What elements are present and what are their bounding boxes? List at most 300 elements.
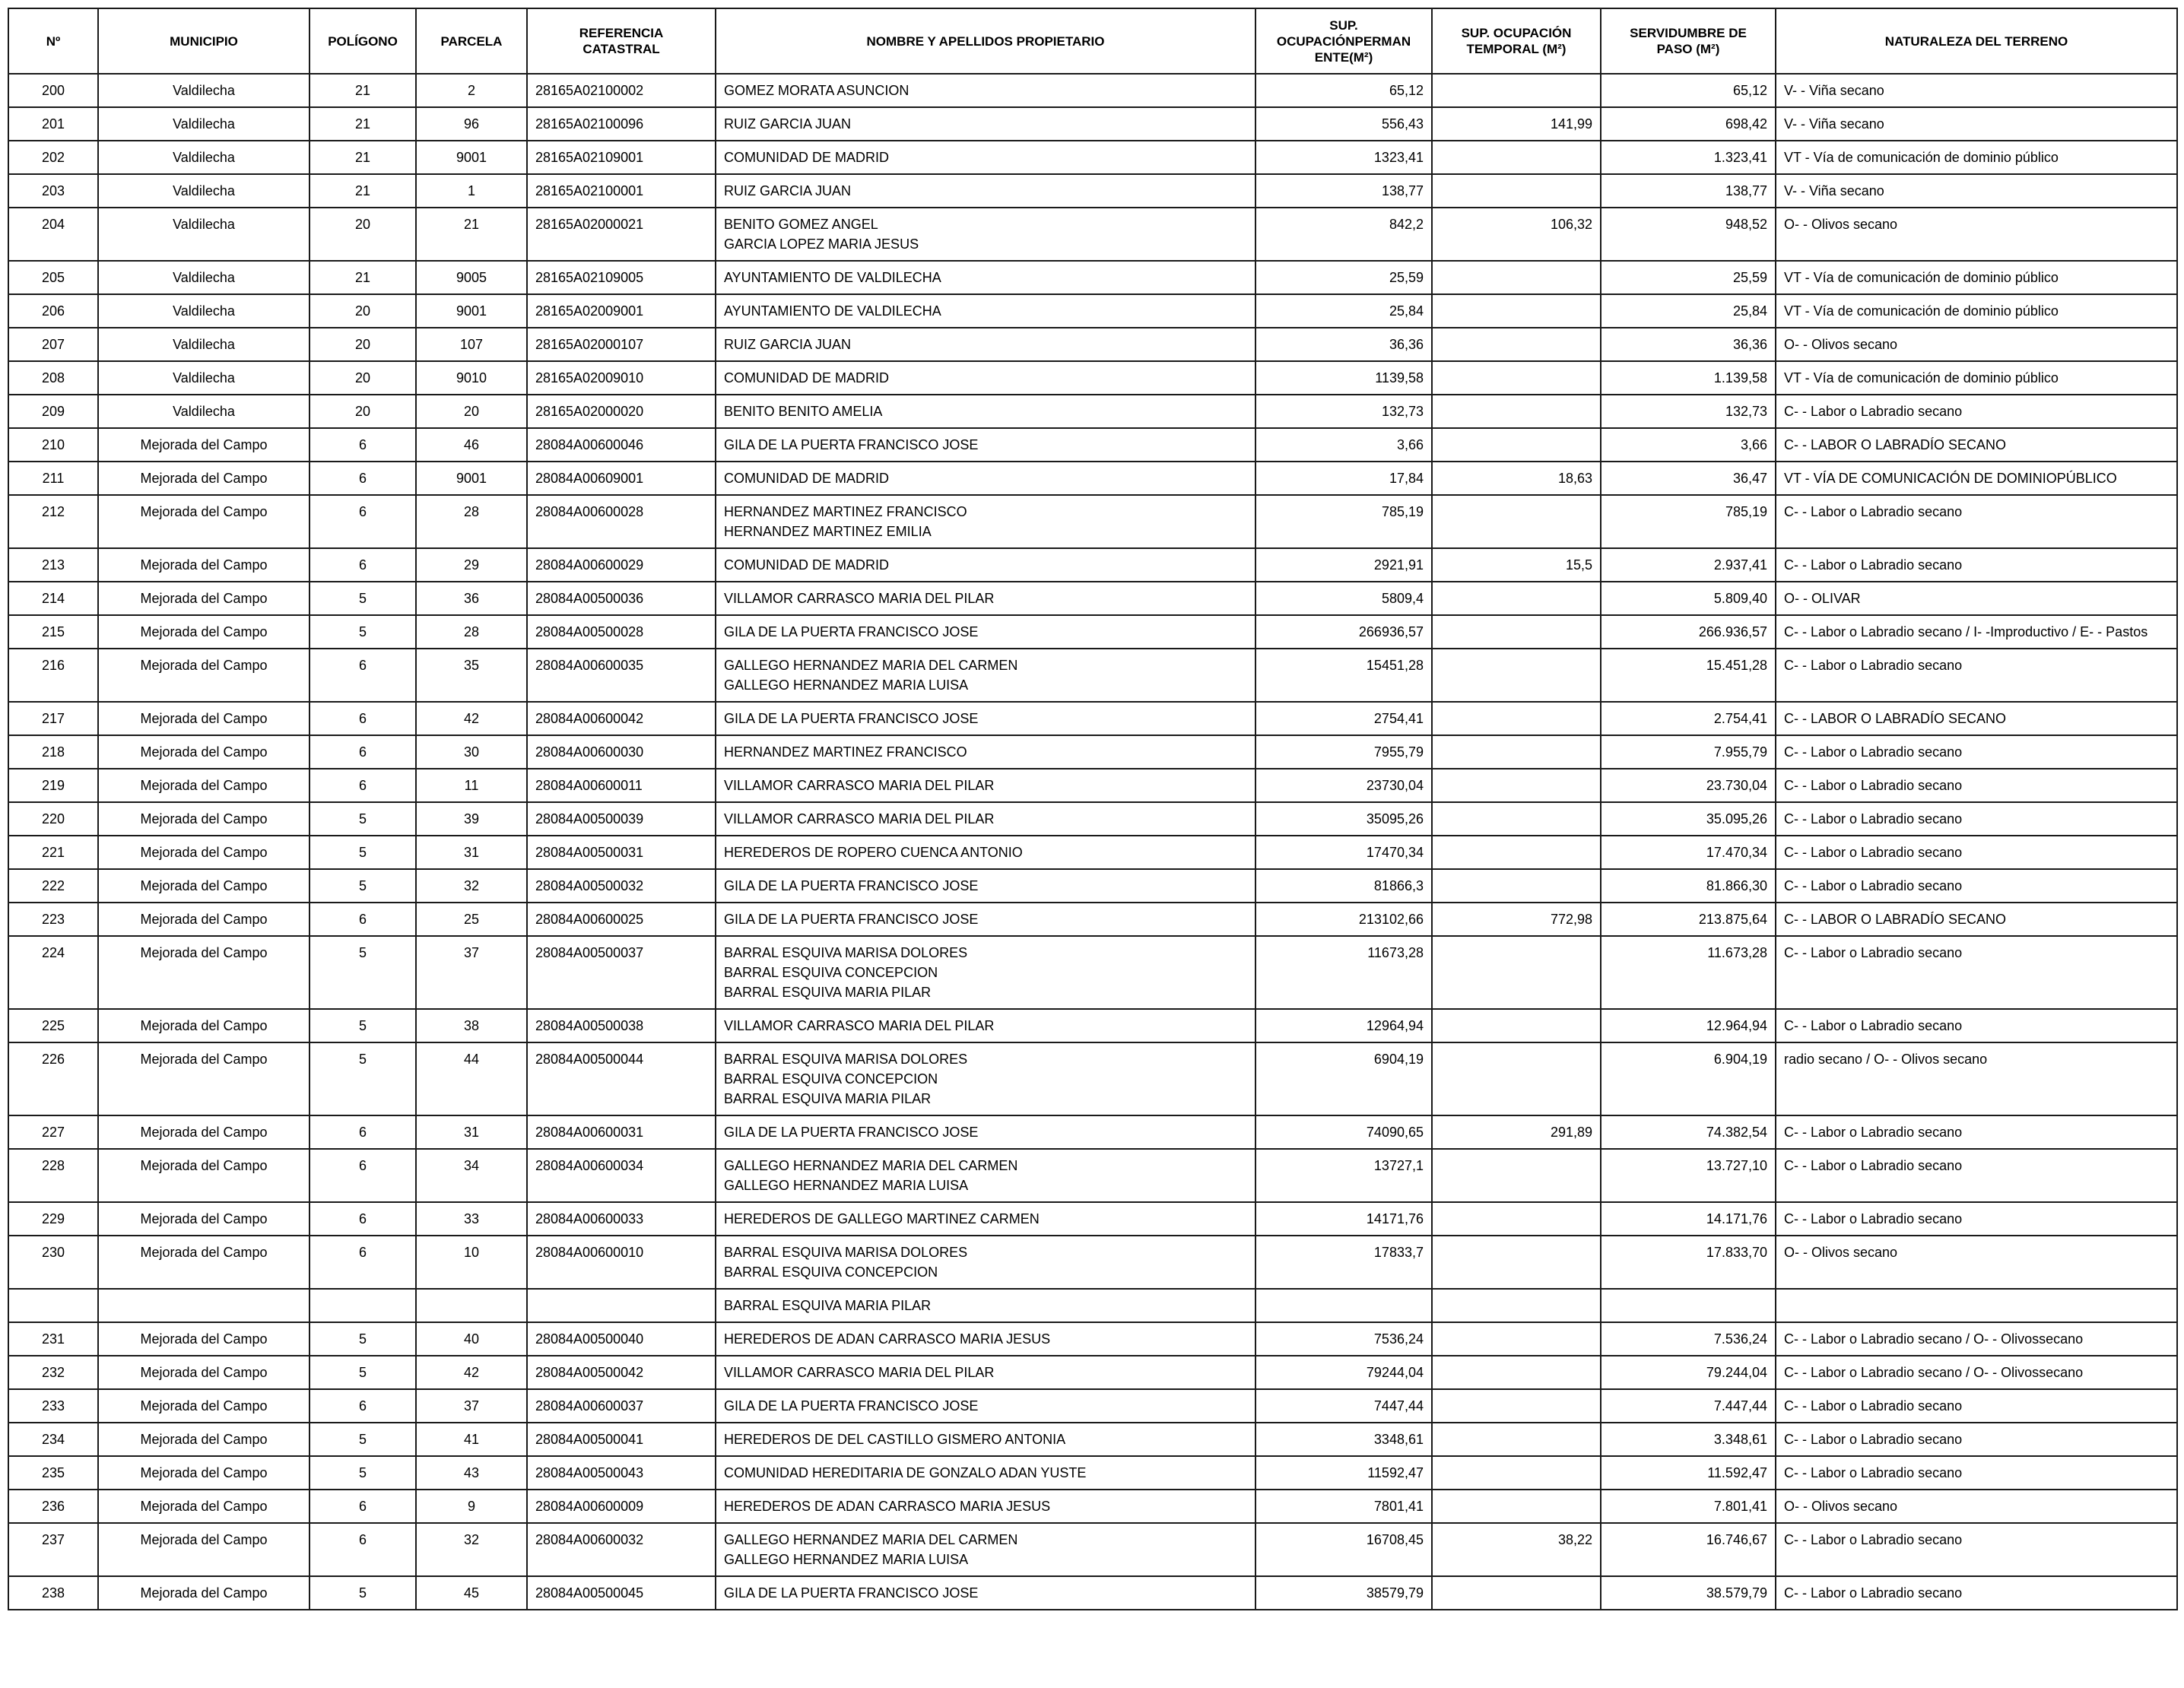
cell-municipio: Mejorada del Campo — [98, 735, 310, 769]
table-row — [8, 649, 2177, 702]
cell-sup_temp — [1432, 1423, 1601, 1456]
cell-sup_perm: 11592,47 — [1255, 1456, 1432, 1490]
cell-referencia: 28165A02100096 — [527, 107, 716, 141]
cell-municipio: Mejorada del Campo — [98, 936, 310, 1009]
cell-poligono: 6 — [310, 1236, 416, 1289]
cell-referencia: 28084A00600010 — [527, 1236, 716, 1289]
column-header-referencia: REFERENCIA CATASTRAL — [527, 8, 716, 74]
cell-naturaleza: C- - Labor o Labradio secano — [1776, 1389, 2177, 1423]
cell-parcela: 35 — [416, 649, 527, 702]
cell-servidumbre: 3,66 — [1601, 428, 1776, 462]
cell-naturaleza: C- - Labor o Labradio secano — [1776, 735, 2177, 769]
cell-servidumbre: 74.382,54 — [1601, 1115, 1776, 1149]
cell-parcela: 21 — [416, 208, 527, 261]
table-row — [8, 174, 2177, 208]
cell-referencia: 28084A00500045 — [527, 1576, 716, 1610]
cell-naturaleza: C- - Labor o Labradio secano / O- - Olivossecano — [1776, 1322, 2177, 1356]
cell-referencia: 28084A00600031 — [527, 1115, 716, 1149]
column-header-naturaleza: NATURALEZA DEL TERRENO — [1776, 8, 2177, 74]
cell-naturaleza: C- - Labor o Labradio secano — [1776, 836, 2177, 869]
cell-parcela: 1 — [416, 174, 527, 208]
cell-num: 214 — [8, 582, 98, 615]
cell-propietario: BARRAL ESQUIVA MARISA DOLORES BARRAL ESQUIVA CONCEPCION — [716, 1236, 1255, 1289]
cell-parcela: 44 — [416, 1042, 527, 1115]
cell-servidumbre: 698,42 — [1601, 107, 1776, 141]
cell-parcela: 28 — [416, 615, 527, 649]
cell-parcela: 9005 — [416, 261, 527, 294]
cell-parcela: 42 — [416, 702, 527, 735]
table-row — [8, 361, 2177, 395]
cell-municipio: Mejorada del Campo — [98, 1389, 310, 1423]
cell-servidumbre: 1.139,58 — [1601, 361, 1776, 395]
table-row — [8, 1423, 2177, 1456]
cell-municipio: Mejorada del Campo — [98, 1202, 310, 1236]
cell-num: 232 — [8, 1356, 98, 1389]
cell-sup_perm: 74090,65 — [1255, 1115, 1432, 1149]
cell-poligono: 5 — [310, 1042, 416, 1115]
cell-naturaleza: VT - Vía de comunicación de dominio público — [1776, 261, 2177, 294]
cell-referencia: 28084A00500036 — [527, 582, 716, 615]
table-header — [8, 8, 2177, 74]
cell-parcela: 43 — [416, 1456, 527, 1490]
cell-poligono: 6 — [310, 735, 416, 769]
cell-propietario: BARRAL ESQUIVA MARIA PILAR — [716, 1289, 1255, 1322]
cell-sup_perm: 17470,34 — [1255, 836, 1432, 869]
cell-municipio: Mejorada del Campo — [98, 615, 310, 649]
cell-referencia: 28165A02109005 — [527, 261, 716, 294]
table-row — [8, 702, 2177, 735]
cell-sup_perm: 266936,57 — [1255, 615, 1432, 649]
cell-propietario: COMUNIDAD HEREDITARIA DE GONZALO ADAN YUSTE — [716, 1456, 1255, 1490]
cell-sup_perm: 25,59 — [1255, 261, 1432, 294]
cell-servidumbre — [1601, 1289, 1776, 1322]
cell-poligono: 6 — [310, 1202, 416, 1236]
cell-servidumbre: 2.937,41 — [1601, 548, 1776, 582]
cell-num: 222 — [8, 869, 98, 903]
cell-naturaleza: C- - Labor o Labradio secano — [1776, 1456, 2177, 1490]
cell-municipio: Valdilecha — [98, 74, 310, 107]
cell-poligono: 5 — [310, 1009, 416, 1042]
cell-propietario: GILA DE LA PUERTA FRANCISCO JOSE — [716, 702, 1255, 735]
cell-sup_perm: 65,12 — [1255, 74, 1432, 107]
table-row — [8, 294, 2177, 328]
table-row — [8, 802, 2177, 836]
cell-municipio — [98, 1289, 310, 1322]
cell-parcela: 9 — [416, 1490, 527, 1523]
cell-parcela: 29 — [416, 548, 527, 582]
cell-poligono: 21 — [310, 107, 416, 141]
cell-naturaleza: C- - Labor o Labradio secano — [1776, 1009, 2177, 1042]
column-header-parcela: PARCELA — [416, 8, 527, 74]
cell-propietario: GILA DE LA PUERTA FRANCISCO JOSE — [716, 1389, 1255, 1423]
table-row — [8, 261, 2177, 294]
cell-sup_perm: 5809,4 — [1255, 582, 1432, 615]
cell-referencia: 28084A00600034 — [527, 1149, 716, 1202]
cell-municipio: Mejorada del Campo — [98, 1423, 310, 1456]
cell-sup_temp — [1432, 1236, 1601, 1289]
cell-parcela: 9001 — [416, 462, 527, 495]
table-row — [8, 1322, 2177, 1356]
cell-poligono: 5 — [310, 836, 416, 869]
cell-propietario: GALLEGO HERNANDEZ MARIA DEL CARMEN GALLEGO HERNANDEZ MARIA LUISA — [716, 1523, 1255, 1576]
cell-num: 202 — [8, 141, 98, 174]
cell-naturaleza: O- - Olivos secano — [1776, 1490, 2177, 1523]
cell-naturaleza: C- - Labor o Labradio secano — [1776, 1202, 2177, 1236]
cell-num: 223 — [8, 903, 98, 936]
cell-referencia: 28084A00500040 — [527, 1322, 716, 1356]
cell-sup_perm: 7447,44 — [1255, 1389, 1432, 1423]
cell-propietario: HERNANDEZ MARTINEZ FRANCISCO HERNANDEZ MARTINEZ EMILIA — [716, 495, 1255, 548]
cell-num: 227 — [8, 1115, 98, 1149]
cell-num: 228 — [8, 1149, 98, 1202]
cell-naturaleza: C- - Labor o Labradio secano — [1776, 649, 2177, 702]
cell-num: 212 — [8, 495, 98, 548]
cell-num: 205 — [8, 261, 98, 294]
cell-propietario: VILLAMOR CARRASCO MARIA DEL PILAR — [716, 1356, 1255, 1389]
cell-num: 215 — [8, 615, 98, 649]
cell-referencia: 28084A00600030 — [527, 735, 716, 769]
cell-referencia: 28084A00600011 — [527, 769, 716, 802]
cell-referencia: 28084A00500044 — [527, 1042, 716, 1115]
cell-naturaleza: C- - Labor o Labradio secano — [1776, 1523, 2177, 1576]
cell-sup_temp — [1432, 1149, 1601, 1202]
cell-servidumbre: 12.964,94 — [1601, 1009, 1776, 1042]
cell-municipio: Mejorada del Campo — [98, 802, 310, 836]
cell-poligono: 6 — [310, 702, 416, 735]
cell-propietario: VILLAMOR CARRASCO MARIA DEL PILAR — [716, 1009, 1255, 1042]
cell-servidumbre: 7.955,79 — [1601, 735, 1776, 769]
cell-parcela — [416, 1289, 527, 1322]
cell-propietario: GILA DE LA PUERTA FRANCISCO JOSE — [716, 903, 1255, 936]
cell-num: 204 — [8, 208, 98, 261]
cell-propietario: AYUNTAMIENTO DE VALDILECHA — [716, 261, 1255, 294]
column-header-municipio: MUNICIPIO — [98, 8, 310, 74]
cell-propietario: GILA DE LA PUERTA FRANCISCO JOSE — [716, 869, 1255, 903]
cell-propietario: HEREDEROS DE ADAN CARRASCO MARIA JESUS — [716, 1322, 1255, 1356]
cell-municipio: Mejorada del Campo — [98, 548, 310, 582]
cell-referencia — [527, 1289, 716, 1322]
cell-servidumbre: 17.470,34 — [1601, 836, 1776, 869]
cell-num: 234 — [8, 1423, 98, 1456]
cell-num: 231 — [8, 1322, 98, 1356]
table-row — [8, 1202, 2177, 1236]
cell-sup_temp — [1432, 802, 1601, 836]
cell-propietario: COMUNIDAD DE MADRID — [716, 141, 1255, 174]
cell-referencia: 28084A00500039 — [527, 802, 716, 836]
cell-num: 210 — [8, 428, 98, 462]
cell-parcela: 34 — [416, 1149, 527, 1202]
cell-sup_temp — [1432, 395, 1601, 428]
cell-sup_perm: 35095,26 — [1255, 802, 1432, 836]
cell-servidumbre: 138,77 — [1601, 174, 1776, 208]
cell-parcela: 32 — [416, 869, 527, 903]
cell-naturaleza: C- - Labor o Labradio secano — [1776, 395, 2177, 428]
cell-parcela: 37 — [416, 936, 527, 1009]
cell-parcela: 31 — [416, 1115, 527, 1149]
cell-municipio: Valdilecha — [98, 208, 310, 261]
cell-sup_perm: 17833,7 — [1255, 1236, 1432, 1289]
table-row — [8, 1289, 2177, 1322]
cell-poligono: 5 — [310, 936, 416, 1009]
table-row — [8, 548, 2177, 582]
cell-sup_temp — [1432, 361, 1601, 395]
cell-parcela: 30 — [416, 735, 527, 769]
cell-poligono: 6 — [310, 1523, 416, 1576]
cell-sup_perm: 38579,79 — [1255, 1576, 1432, 1610]
cell-poligono: 5 — [310, 1356, 416, 1389]
cell-parcela: 9001 — [416, 141, 527, 174]
cell-referencia: 28165A02009010 — [527, 361, 716, 395]
cell-sup_temp: 106,32 — [1432, 208, 1601, 261]
cell-num: 213 — [8, 548, 98, 582]
column-header-servidumbre: SERVIDUMBRE DE PASO (M²) — [1601, 8, 1776, 74]
cell-referencia: 28084A00600037 — [527, 1389, 716, 1423]
table-row — [8, 462, 2177, 495]
cell-poligono: 5 — [310, 615, 416, 649]
cell-propietario: GILA DE LA PUERTA FRANCISCO JOSE — [716, 1115, 1255, 1149]
cell-propietario: HEREDEROS DE ROPERO CUENCA ANTONIO — [716, 836, 1255, 869]
cell-propietario: VILLAMOR CARRASCO MARIA DEL PILAR — [716, 582, 1255, 615]
table-row — [8, 1456, 2177, 1490]
cell-referencia: 28165A02000020 — [527, 395, 716, 428]
cell-sup_temp — [1432, 74, 1601, 107]
cell-sup_perm: 81866,3 — [1255, 869, 1432, 903]
cell-servidumbre: 16.746,67 — [1601, 1523, 1776, 1576]
cell-parcela: 37 — [416, 1389, 527, 1423]
cell-num: 211 — [8, 462, 98, 495]
table-row — [8, 1149, 2177, 1202]
cell-poligono: 5 — [310, 1576, 416, 1610]
cell-sup_perm: 7955,79 — [1255, 735, 1432, 769]
cell-num: 203 — [8, 174, 98, 208]
cell-naturaleza: C- - Labor o Labradio secano — [1776, 1115, 2177, 1149]
cell-referencia: 28084A00600029 — [527, 548, 716, 582]
cell-sup_temp — [1432, 869, 1601, 903]
cell-referencia: 28084A00600009 — [527, 1490, 716, 1523]
cell-num: 235 — [8, 1456, 98, 1490]
cell-sup_perm: 36,36 — [1255, 328, 1432, 361]
cell-propietario: HEREDEROS DE DEL CASTILLO GISMERO ANTONIA — [716, 1423, 1255, 1456]
cell-sup_temp — [1432, 649, 1601, 702]
cell-municipio: Mejorada del Campo — [98, 582, 310, 615]
cell-parcela: 36 — [416, 582, 527, 615]
cell-naturaleza: O- - Olivos secano — [1776, 328, 2177, 361]
cell-sup_temp — [1432, 141, 1601, 174]
cell-sup_temp — [1432, 1202, 1601, 1236]
cell-poligono: 6 — [310, 1115, 416, 1149]
cell-naturaleza: O- - Olivos secano — [1776, 208, 2177, 261]
cell-sup_temp — [1432, 1289, 1601, 1322]
cell-servidumbre: 7.801,41 — [1601, 1490, 1776, 1523]
cell-referencia: 28084A00500037 — [527, 936, 716, 1009]
cell-poligono: 21 — [310, 261, 416, 294]
cell-sup_perm: 17,84 — [1255, 462, 1432, 495]
cell-sup_temp: 141,99 — [1432, 107, 1601, 141]
cell-sup_temp — [1432, 495, 1601, 548]
cell-servidumbre: 7.447,44 — [1601, 1389, 1776, 1423]
cell-sup_temp: 772,98 — [1432, 903, 1601, 936]
cell-sup_perm: 11673,28 — [1255, 936, 1432, 1009]
cell-referencia: 28084A00600033 — [527, 1202, 716, 1236]
cell-naturaleza: VT - Vía de comunicación de dominio público — [1776, 294, 2177, 328]
cell-propietario: GILA DE LA PUERTA FRANCISCO JOSE — [716, 1576, 1255, 1610]
cell-municipio: Mejorada del Campo — [98, 1456, 310, 1490]
cell-servidumbre: 5.809,40 — [1601, 582, 1776, 615]
cell-poligono: 21 — [310, 141, 416, 174]
cell-poligono: 20 — [310, 395, 416, 428]
cell-propietario: GILA DE LA PUERTA FRANCISCO JOSE — [716, 428, 1255, 462]
cell-referencia: 28165A02100001 — [527, 174, 716, 208]
cell-servidumbre: 15.451,28 — [1601, 649, 1776, 702]
cell-municipio: Valdilecha — [98, 395, 310, 428]
cell-propietario: HEREDEROS DE GALLEGO MARTINEZ CARMEN — [716, 1202, 1255, 1236]
cell-propietario: RUIZ GARCIA JUAN — [716, 328, 1255, 361]
cell-parcela: 11 — [416, 769, 527, 802]
cell-servidumbre: 13.727,10 — [1601, 1149, 1776, 1202]
cell-parcela: 25 — [416, 903, 527, 936]
cell-propietario: GILA DE LA PUERTA FRANCISCO JOSE — [716, 615, 1255, 649]
cell-servidumbre: 25,59 — [1601, 261, 1776, 294]
cell-propietario: HERNANDEZ MARTINEZ FRANCISCO — [716, 735, 1255, 769]
cell-propietario: RUIZ GARCIA JUAN — [716, 107, 1255, 141]
cell-sup_temp — [1432, 769, 1601, 802]
cell-num: 220 — [8, 802, 98, 836]
cell-sup_temp — [1432, 582, 1601, 615]
cell-referencia: 28084A00500041 — [527, 1423, 716, 1456]
table-row — [8, 869, 2177, 903]
table-row — [8, 836, 2177, 869]
cell-municipio: Mejorada del Campo — [98, 903, 310, 936]
table-row — [8, 1490, 2177, 1523]
cell-parcela: 40 — [416, 1322, 527, 1356]
table-row — [8, 1523, 2177, 1576]
parcels-table — [8, 8, 2178, 1610]
cell-municipio: Valdilecha — [98, 294, 310, 328]
cell-poligono: 6 — [310, 649, 416, 702]
cell-servidumbre: 35.095,26 — [1601, 802, 1776, 836]
cell-referencia: 28084A00500038 — [527, 1009, 716, 1042]
cell-parcela: 33 — [416, 1202, 527, 1236]
cell-parcela: 31 — [416, 836, 527, 869]
cell-referencia: 28165A02109001 — [527, 141, 716, 174]
cell-servidumbre: 36,36 — [1601, 328, 1776, 361]
cell-servidumbre: 17.833,70 — [1601, 1236, 1776, 1289]
cell-parcela: 32 — [416, 1523, 527, 1576]
cell-sup_perm: 556,43 — [1255, 107, 1432, 141]
cell-municipio: Mejorada del Campo — [98, 495, 310, 548]
cell-municipio: Mejorada del Campo — [98, 702, 310, 735]
cell-sup_perm: 12964,94 — [1255, 1009, 1432, 1042]
cell-servidumbre: 1.323,41 — [1601, 141, 1776, 174]
cell-sup_perm: 7536,24 — [1255, 1322, 1432, 1356]
table-row — [8, 328, 2177, 361]
cell-sup_temp — [1432, 1356, 1601, 1389]
cell-propietario: BARRAL ESQUIVA MARISA DOLORES BARRAL ESQUIVA CONCEPCION BARRAL ESQUIVA MARIA PILAR — [716, 1042, 1255, 1115]
cell-num: 224 — [8, 936, 98, 1009]
cell-municipio: Valdilecha — [98, 141, 310, 174]
cell-sup_perm: 15451,28 — [1255, 649, 1432, 702]
cell-num: 221 — [8, 836, 98, 869]
cell-municipio: Mejorada del Campo — [98, 869, 310, 903]
table-row — [8, 107, 2177, 141]
cell-servidumbre: 6.904,19 — [1601, 1042, 1776, 1115]
cell-referencia: 28165A02009001 — [527, 294, 716, 328]
cell-municipio: Mejorada del Campo — [98, 462, 310, 495]
cell-propietario: GOMEZ MORATA ASUNCION — [716, 74, 1255, 107]
cell-poligono: 20 — [310, 328, 416, 361]
cell-propietario: GALLEGO HERNANDEZ MARIA DEL CARMEN GALLEGO HERNANDEZ MARIA LUISA — [716, 649, 1255, 702]
cell-servidumbre: 81.866,30 — [1601, 869, 1776, 903]
cell-poligono: 21 — [310, 74, 416, 107]
cell-sup_perm: 1139,58 — [1255, 361, 1432, 395]
cell-propietario: BARRAL ESQUIVA MARISA DOLORES BARRAL ESQUIVA CONCEPCION BARRAL ESQUIVA MARIA PILAR — [716, 936, 1255, 1009]
cell-propietario: COMUNIDAD DE MADRID — [716, 462, 1255, 495]
cell-poligono: 6 — [310, 1149, 416, 1202]
cell-sup_temp — [1432, 174, 1601, 208]
cell-naturaleza: C- - Labor o Labradio secano — [1776, 802, 2177, 836]
cell-sup_perm: 7801,41 — [1255, 1490, 1432, 1523]
cell-num: 200 — [8, 74, 98, 107]
cell-propietario: COMUNIDAD DE MADRID — [716, 548, 1255, 582]
cell-naturaleza: C- - Labor o Labradio secano — [1776, 1576, 2177, 1610]
cell-sup_perm: 13727,1 — [1255, 1149, 1432, 1202]
cell-municipio: Mejorada del Campo — [98, 1009, 310, 1042]
cell-naturaleza: VT - Vía de comunicación de dominio público — [1776, 141, 2177, 174]
cell-naturaleza: O- - OLIVAR — [1776, 582, 2177, 615]
cell-sup_temp — [1432, 328, 1601, 361]
cell-servidumbre: 25,84 — [1601, 294, 1776, 328]
cell-sup_perm: 23730,04 — [1255, 769, 1432, 802]
cell-poligono: 5 — [310, 582, 416, 615]
table-row — [8, 1236, 2177, 1289]
cell-propietario: VILLAMOR CARRASCO MARIA DEL PILAR — [716, 802, 1255, 836]
cell-sup_temp — [1432, 735, 1601, 769]
table-row — [8, 1389, 2177, 1423]
cell-naturaleza: V- - Viña secano — [1776, 174, 2177, 208]
cell-poligono: 6 — [310, 428, 416, 462]
cell-poligono: 6 — [310, 1389, 416, 1423]
cell-parcela: 41 — [416, 1423, 527, 1456]
table-row — [8, 141, 2177, 174]
table-row — [8, 1115, 2177, 1149]
cell-poligono: 5 — [310, 802, 416, 836]
cell-num: 236 — [8, 1490, 98, 1523]
table-body — [8, 74, 2177, 1610]
cell-referencia: 28084A00500032 — [527, 869, 716, 903]
cell-naturaleza: O- - Olivos secano — [1776, 1236, 2177, 1289]
cell-referencia: 28084A00600028 — [527, 495, 716, 548]
cell-sup_temp — [1432, 836, 1601, 869]
cell-num: 219 — [8, 769, 98, 802]
cell-sup_perm: 79244,04 — [1255, 1356, 1432, 1389]
cell-num: 209 — [8, 395, 98, 428]
table-row — [8, 395, 2177, 428]
cell-municipio: Valdilecha — [98, 261, 310, 294]
cell-parcela: 2 — [416, 74, 527, 107]
column-header-sup_temp: SUP. OCUPACIÓN TEMPORAL (M²) — [1432, 8, 1601, 74]
cell-sup_perm: 1323,41 — [1255, 141, 1432, 174]
table-row — [8, 1042, 2177, 1115]
cell-num: 217 — [8, 702, 98, 735]
cell-num: 238 — [8, 1576, 98, 1610]
column-header-poligono: POLÍGONO — [310, 8, 416, 74]
cell-poligono: 6 — [310, 548, 416, 582]
cell-servidumbre: 785,19 — [1601, 495, 1776, 548]
cell-servidumbre: 266.936,57 — [1601, 615, 1776, 649]
cell-naturaleza — [1776, 1289, 2177, 1322]
cell-num: 216 — [8, 649, 98, 702]
cell-sup_perm: 3348,61 — [1255, 1423, 1432, 1456]
